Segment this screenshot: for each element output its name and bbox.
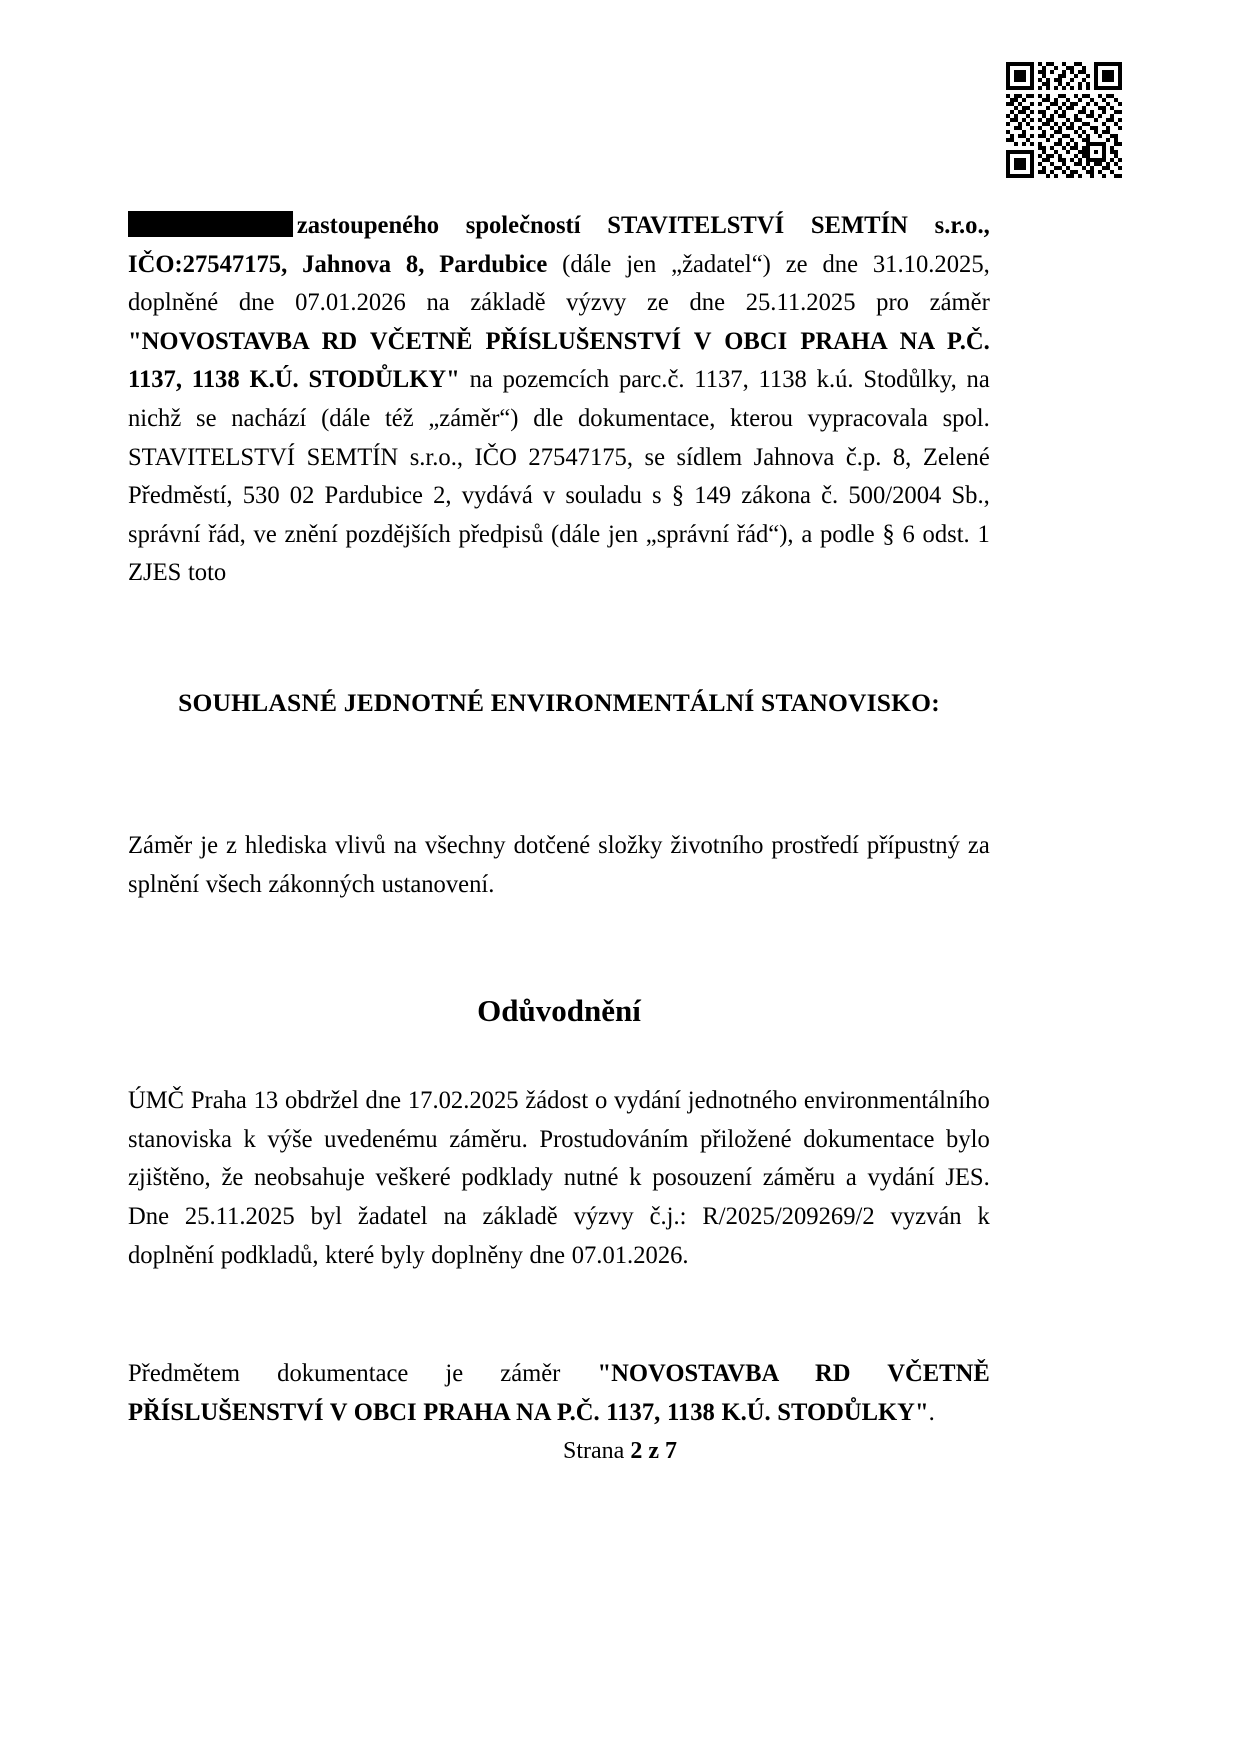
footer-prefix: Strana [563, 1438, 631, 1464]
spacer [128, 592, 990, 684]
paragraph-applicant [128, 206, 990, 592]
qr-code-matrix [1006, 62, 1122, 178]
spacer [128, 722, 990, 826]
document-body [128, 206, 990, 1431]
subject-intro: Předmětem dokumentace je záměr [128, 1358, 598, 1388]
footer-page-number: 2 z 7 [630, 1438, 677, 1464]
spacer [128, 1031, 990, 1081]
spacer [128, 1274, 990, 1354]
heading-statement: SOUHLASNÉ JEDNOTNÉ ENVIRONMENTÁLNÍ STANOVISKO: [178, 687, 940, 717]
paragraph-reasoning: ÚMČ Praha 13 obdržel dne 17.02.2025 žádost o vydání jednotného environmentálního stanoviska k výše uvedenému záměru. Prostudováním přiložené dokumentace bylo zjištěno, že neobsahuje veškeré podklady nutné k posouzení záměru a vydání JES. Dne 25.11.2025 byl žadatel na základě výzvy č.j.: R/2025/209269/2 vyzván k doplnění podkladů, které byly doplněny dne 07.01.2026. [128, 1085, 990, 1269]
project-title-inline: "NOVOSTAVBA RD VČETNĚ PŘÍSLUŠENSTVÍ V OBCI PRAHA NA P.Č. 1137, 1138 K.Ú. STODŮLKY" [128, 325, 990, 394]
heading-reasoning: Odůvodnění [477, 993, 641, 1029]
spacer [128, 903, 990, 991]
applicant-company: zastoupeného společností STAVITELSTVÍ SEMTÍN s.r.o., IČO:27547175, Jahnova 8, Pardubice [128, 210, 990, 278]
redacted-name-bar [128, 211, 293, 237]
applicant-details: na pozemcích parc.č. 1137, 1138 k.ú. Stodůlky, na nichž se nachází (dále též „záměr“) dle dokumentace, kterou vypracovala spol. STAVITELSTVÍ SEMTÍN s.r.o., IČO 27547175, se sídlem Jahnova č.p. 8, Zelené Předměstí, 530 02 Pardubice 2, vydává v souladu s § 149 zákona č. 500/2004 Sb., správní řád, ve znění pozdějších předpisů (dále jen „správní řád“), a podle § 6 odst. 1 ZJES toto [128, 364, 990, 587]
paragraph-subject [128, 1354, 990, 1431]
qr-code [1006, 62, 1122, 178]
project-title-subject: "NOVOSTAVBA RD VČETNĚ PŘÍSLUŠENSTVÍ V OBCI PRAHA NA P.Č. 1137, 1138 K.Ú. STODŮLKY" [128, 1358, 990, 1426]
page-footer [0, 1436, 1240, 1466]
paragraph-statement: Záměr je z hlediska vlivů na všechny dotčené složky životního prostředí přípustný za splnění všech zákonných ustanovení. [128, 829, 990, 898]
subject-period: . [928, 1396, 935, 1426]
applicant-dates: (dále jen „žadatel“) ze dne 31.10.2025, doplněné dne 07.01.2026 na základě výzvy ze dne 25.11.2025 pro záměr [128, 248, 990, 317]
